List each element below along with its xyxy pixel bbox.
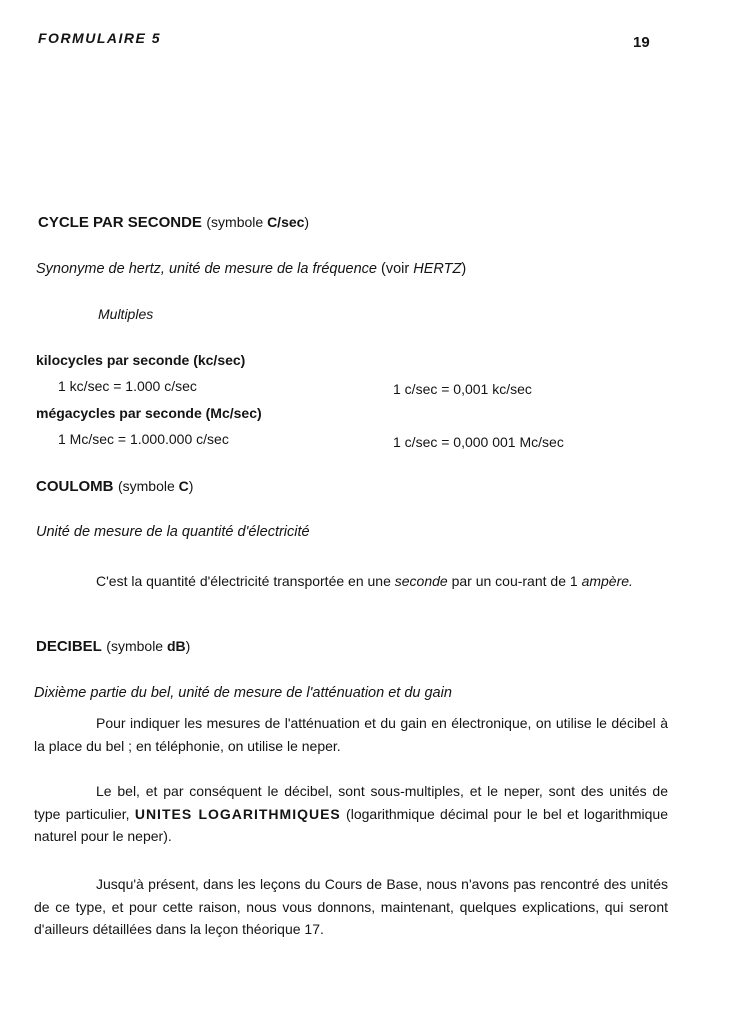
entry-symbol: (symbole dB) [106, 638, 191, 654]
decibel-paragraph-1: Pour indiquer les mesures de l'atténuation et du gain en électronique, on utilise le décibel à la place du bel ; en téléphonie, on utilise le neper. [34, 715, 668, 754]
cross-reference: HERTZ [413, 261, 462, 277]
page-number: 19 [633, 34, 650, 51]
entry-definition-decibel: Dixième partie du bel, unité de mesure de l'atténuation et du gain [34, 685, 452, 701]
multiples-subheading: Multiples [98, 306, 154, 322]
running-header: FORMULAIRE 5 [38, 30, 161, 46]
entry-heading-decibel [36, 638, 190, 656]
entry-symbol: (symbole C) [117, 478, 194, 494]
megacycles-label: mégacycles par seconde (Mc/sec) [36, 405, 262, 421]
kilocycles-label: kilocycles par seconde (kc/sec) [36, 352, 246, 368]
megacycles-equation-right: 1 c/sec = 0,000 001 Mc/sec [393, 434, 564, 450]
entry-term: COULOMB [36, 478, 114, 495]
decibel-paragraph-2: Le bel, et par conséquent le décibel, sont sous-multiples, et le neper, sont des unités de type particulier, UNITES LOGARITHMIQUES (logarithmique décimal pour le bel et logarithmique naturel pour le neper). [34, 783, 668, 844]
entry-definition-cycle: Synonyme de hertz, unité de mesure de la fréquence (voir HERTZ) [36, 261, 467, 277]
decibel-paragraph-3: Jusqu'à présent, dans les leçons du Cours de Base, nous n'avons pas rencontré des unités de ce type, et pour cette raison, nous vous donnons, maintenant, quelques explications, qui seront d'ailleurs détaillées dans la leçon théorique 17. [34, 876, 668, 937]
kilocycles-equation-right: 1 c/sec = 0,001 kc/sec [393, 381, 532, 397]
entry-heading-coulomb [36, 478, 193, 496]
entry-term: CYCLE PAR SECONDE [38, 214, 202, 231]
entry-symbol: (symbole C/sec) [206, 214, 310, 230]
entry-heading-cycle [38, 214, 309, 232]
emphasized-term: UNITES LOGARITHMIQUES [134, 805, 341, 822]
entry-definition-coulomb: Unité de mesure de la quantité d'électricité [36, 524, 310, 540]
coulomb-paragraph: C'est la quantité d'électricité transportée en une seconde par un cou-rant de 1 ampère. [96, 573, 633, 589]
entry-term: DECIBEL [36, 638, 102, 655]
kilocycles-equation-left: 1 kc/sec = 1.000 c/sec [58, 378, 197, 394]
megacycles-equation-left: 1 Mc/sec = 1.000.000 c/sec [58, 431, 229, 447]
